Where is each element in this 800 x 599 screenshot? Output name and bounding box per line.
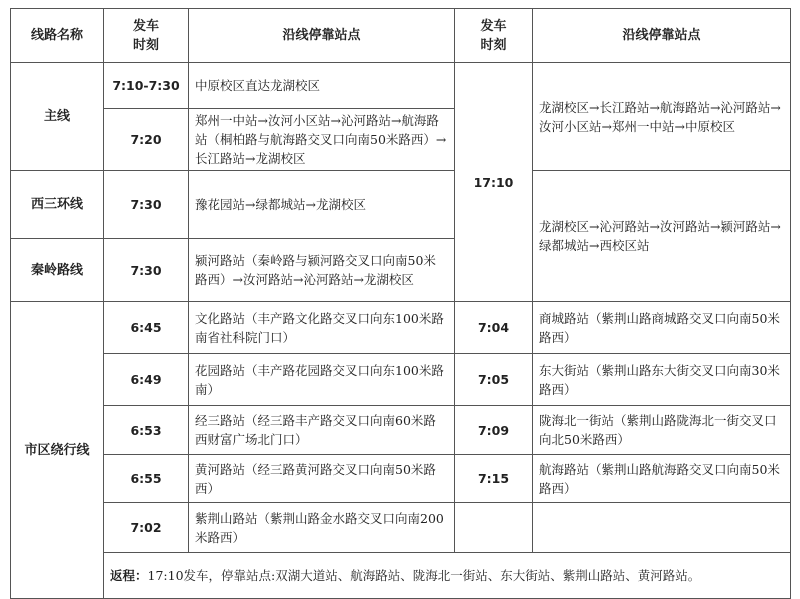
stops-cell: 花园路站（丰产路花园路交叉口向东100米路南） (189, 354, 455, 406)
stops-cell: 东大街站（紫荆山路东大街交叉口向南30米路西） (533, 354, 791, 406)
header-depart-time-2 (455, 9, 533, 63)
table-row (11, 455, 791, 503)
return-text: 17:10发车，停靠站点:双湖大道站、航海路站、陇海北一街站、东大街站、紫荆山路站、黄河路站。 (147, 568, 701, 583)
route-name-main: 主线 (11, 63, 104, 171)
table-row (11, 302, 791, 354)
route-name-west-ring: 西三环线 (11, 171, 104, 239)
evening-route-a: 龙湖校区→长江路站→航海路站→沁河路站→汝河小区站→郑州一中站→中原校区 (533, 63, 791, 171)
stops-cell: 颍河路站（秦岭路与颍河路交叉口向南50米路西）→汝河路站→沁河路站→龙湖校区 (189, 239, 455, 302)
header-route-name: 线路名称 (11, 9, 104, 63)
evening-route-b: 龙湖校区→沁河路站→汝河路站→颍河路站→绿都城站→西校区站 (533, 171, 791, 302)
route-name-qinling: 秦岭路线 (11, 239, 104, 302)
table-row (11, 171, 791, 239)
table-row (11, 503, 791, 553)
depart-time-cell: 7:30 (104, 239, 189, 302)
return-row (11, 553, 791, 599)
route-name-city-loop: 市区绕行线 (11, 302, 104, 599)
table-row (11, 406, 791, 455)
stops-cell: 郑州一中站→汝河小区站→沁河路站→航海路站（桐柏路与航海路交叉口向南50米路西）→长江路站→龙湖校区 (189, 109, 455, 171)
depart-time-cell: 7:04 (455, 302, 533, 354)
depart-time-cell: 7:15 (455, 455, 533, 503)
stops-cell: 航海路站（紫荆山路航海路交叉口向南50米路西） (533, 455, 791, 503)
stops-cell: 商城路站（紫荆山路商城路交叉口向南50米路西） (533, 302, 791, 354)
empty-cell (455, 503, 533, 553)
depart-time-cell: 6:45 (104, 302, 189, 354)
depart-time-cell: 6:55 (104, 455, 189, 503)
depart-time-cell: 7:05 (455, 354, 533, 406)
stops-cell: 经三路站（经三路丰产路交叉口向南60米路西财富广场北门口） (189, 406, 455, 455)
header-depart-time (104, 9, 189, 63)
header-depart-time-2-line2: 时刻 (480, 37, 507, 53)
header-depart-time-2-line1: 发车 (480, 18, 507, 34)
table-row (11, 63, 791, 109)
return-note (104, 553, 791, 599)
depart-time-cell: 7:10-7:30 (104, 63, 189, 109)
return-label: 返程： (110, 568, 148, 583)
stops-cell: 文化路站（丰产路文化路交叉口向东100米路南省社科院门口） (189, 302, 455, 354)
evening-depart-time: 17:10 (455, 63, 533, 302)
header-depart-time-line2: 时刻 (132, 37, 159, 53)
empty-cell (533, 503, 791, 553)
table-row (11, 354, 791, 406)
depart-time-cell: 7:02 (104, 503, 189, 553)
bus-timetable (10, 8, 791, 599)
depart-time-cell: 7:20 (104, 109, 189, 171)
depart-time-cell: 6:49 (104, 354, 189, 406)
stops-cell: 黄河路站（经三路黄河路交叉口向南50米路西） (189, 455, 455, 503)
header-stops: 沿线停靠站点 (189, 9, 455, 63)
stops-cell: 紫荆山路站（紫荆山路金水路交叉口向南200米路西） (189, 503, 455, 553)
stops-cell: 豫花园站→绿都城站→龙湖校区 (189, 171, 455, 239)
stops-cell: 中原校区直达龙湖校区 (189, 63, 455, 109)
header-row (11, 9, 791, 63)
depart-time-cell: 6:53 (104, 406, 189, 455)
depart-time-cell: 7:09 (455, 406, 533, 455)
header-depart-time-line1: 发车 (132, 18, 159, 34)
stops-cell: 陇海北一街站（紫荆山路陇海北一街交叉口向北50米路西） (533, 406, 791, 455)
depart-time-cell: 7:30 (104, 171, 189, 239)
header-stops-2: 沿线停靠站点 (533, 9, 791, 63)
